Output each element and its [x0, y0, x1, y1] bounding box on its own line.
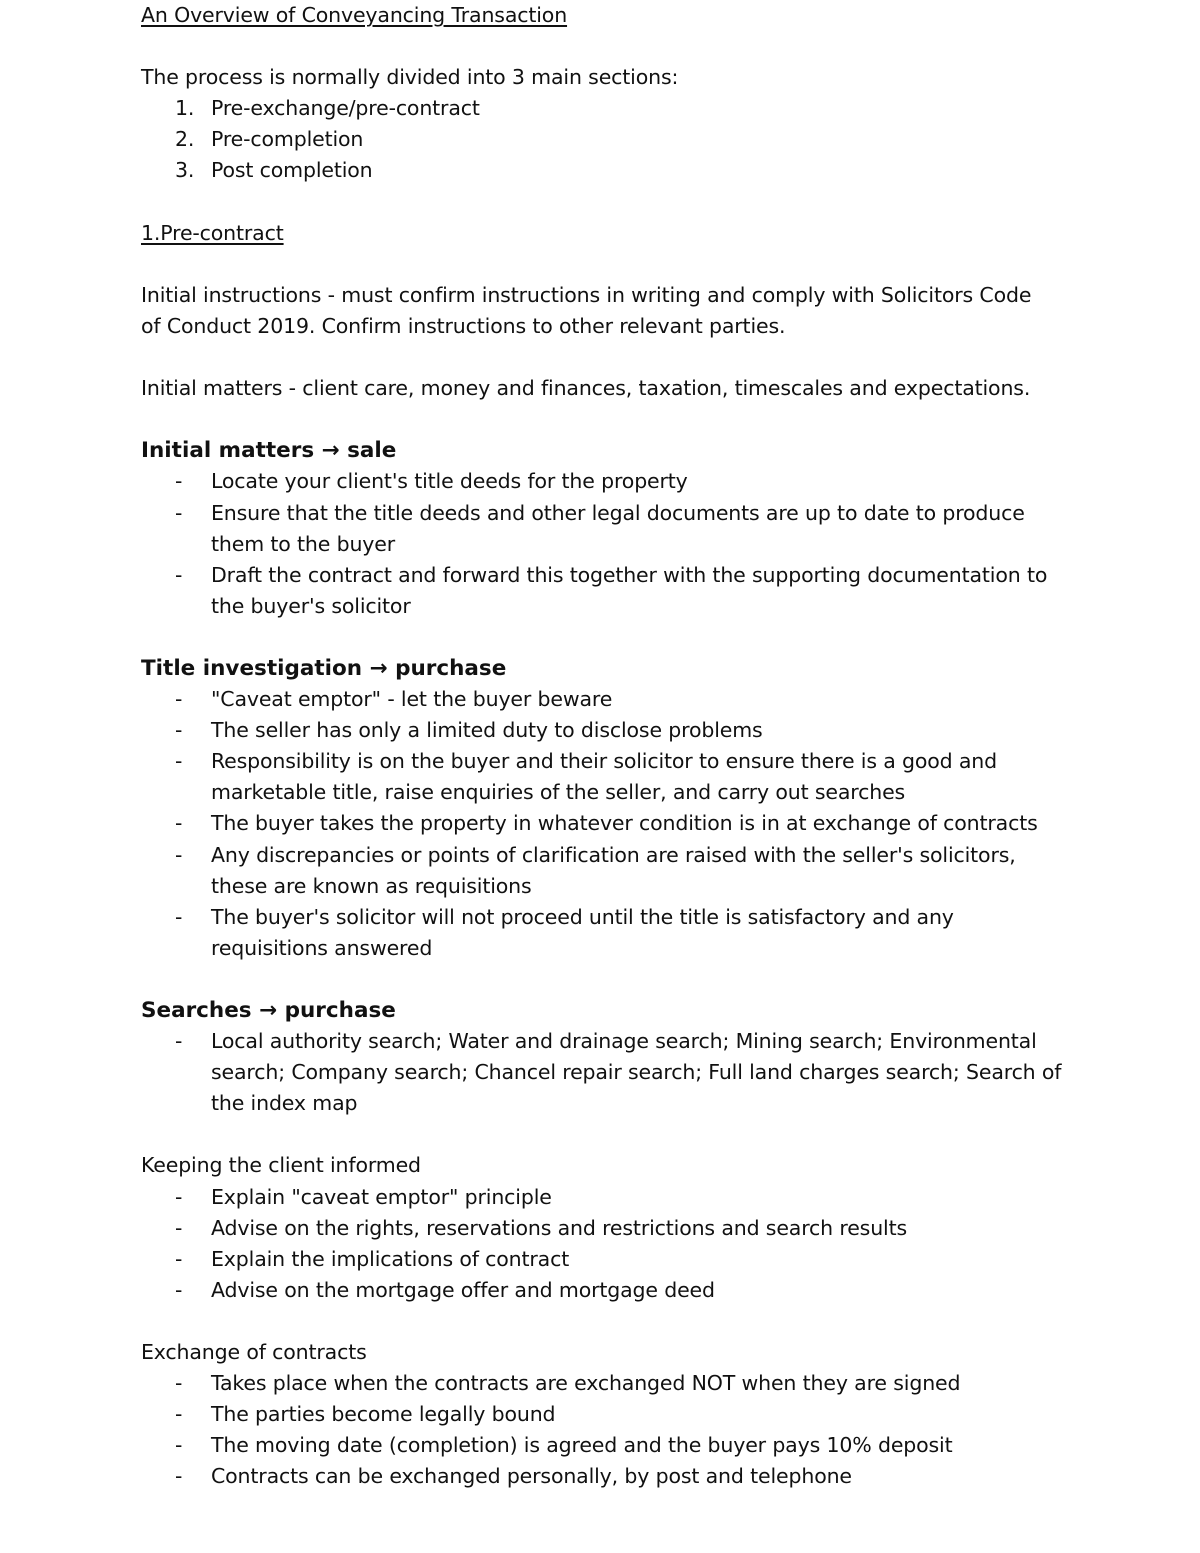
list-item-text: Local authority search; Water and drainage search; Mining search; Environmental search; Company search; Chancel repair search; Full land charges search; Search of the index map	[211, 1029, 1062, 1116]
bullet-dash: -	[175, 1433, 183, 1458]
list-item	[141, 1430, 1071, 1461]
list-item-text: Advise on the mortgage offer and mortgage deed	[211, 1277, 715, 1302]
list-item	[141, 1275, 1071, 1306]
title-investigation-heading: Title investigation → purchase	[141, 655, 507, 681]
list-item-text: Any discrepancies or points of clarification are raised with the seller's solicitors, these are known as requisitions	[211, 842, 1016, 898]
list-item	[141, 124, 1071, 155]
searches-heading: Searches → purchase	[141, 998, 396, 1023]
list-item	[141, 684, 1071, 715]
list-item	[141, 1213, 1071, 1244]
list-item	[141, 1244, 1071, 1275]
bullet-dash: -	[175, 562, 183, 587]
list-item	[141, 93, 1071, 124]
intro-text: The process is normally divided into 3 main sections:	[141, 65, 679, 90]
spacer	[141, 342, 1071, 373]
list-item	[141, 155, 1071, 186]
spacer	[141, 1119, 1071, 1150]
spacer	[141, 187, 1071, 218]
list-item-text: Advise on the rights, reservations and restrictions and search results	[211, 1215, 907, 1240]
exchange-list	[141, 1368, 1071, 1492]
list-number: 1.	[175, 96, 195, 121]
spacer	[141, 249, 1071, 280]
client-informed-list	[141, 1182, 1071, 1306]
pre-contract-heading: 1.Pre-contract	[141, 220, 284, 245]
list-item-text: Locate your client's title deeds for the property	[211, 469, 688, 494]
list-item-text: Post completion	[211, 158, 373, 183]
list-item	[141, 560, 1071, 622]
list-item	[141, 1461, 1071, 1492]
initial-matters-text: Initial matters - client care, money and finances, taxation, timescales and expectations.	[141, 376, 1031, 401]
list-item-text: Explain the implications of contract	[211, 1246, 570, 1271]
document-title: An Overview of Conveyancing Transaction	[141, 3, 568, 27]
client-informed-heading: Keeping the client informed	[141, 1153, 421, 1178]
list-item	[141, 1182, 1071, 1213]
bullet-dash: -	[175, 904, 183, 929]
spacer	[141, 404, 1071, 435]
bullet-dash: -	[175, 749, 183, 774]
list-item-text: Draft the contract and forward this together with the supporting documentation to the buyer's solicitor	[211, 562, 1048, 618]
exchange-heading: Exchange of contracts	[141, 1340, 367, 1365]
list-item-text: "Caveat emptor" - let the buyer beware	[211, 687, 613, 712]
list-item-text: Pre-completion	[211, 127, 364, 152]
bullet-dash: -	[175, 811, 183, 836]
list-item	[141, 746, 1071, 808]
list-item-text: Ensure that the title deeds and other legal documents are up to date to produce them to the buyer	[211, 500, 1025, 556]
bullet-dash: -	[175, 500, 183, 525]
list-item-text: The buyer takes the property in whatever condition is in at exchange of contracts	[211, 811, 1038, 836]
bullet-dash: -	[175, 1184, 183, 1209]
bullet-dash: -	[175, 1246, 183, 1271]
spacer	[141, 964, 1071, 995]
bullet-dash: -	[175, 1464, 183, 1489]
list-item-text: The buyer's solicitor will not proceed until the title is satisfactory and any requisitions answered	[211, 904, 954, 960]
initial-instructions-line-1: Initial instructions - must confirm instructions in writing and comply with Solicitors Code	[141, 282, 1032, 307]
list-item-text: The seller has only a limited duty to disclose problems	[211, 718, 763, 743]
list-item	[141, 1399, 1071, 1430]
searches-list	[141, 1026, 1071, 1119]
list-item	[141, 466, 1071, 497]
list-item	[141, 498, 1071, 560]
bullet-dash: -	[175, 842, 183, 867]
document-page	[141, 0, 1071, 1493]
list-item	[141, 902, 1071, 964]
spacer	[141, 31, 1071, 62]
list-item	[141, 1368, 1071, 1399]
title-investigation-list	[141, 684, 1071, 964]
bullet-dash: -	[175, 1029, 183, 1054]
list-item	[141, 840, 1071, 902]
bullet-dash: -	[175, 1277, 183, 1302]
spacer	[141, 622, 1071, 653]
bullet-dash: -	[175, 1215, 183, 1240]
list-item-text: The parties become legally bound	[211, 1402, 556, 1427]
sale-heading: Initial matters → sale	[141, 438, 397, 464]
initial-instructions-line-2: of Conduct 2019. Confirm instructions to other relevant parties.	[141, 313, 786, 338]
list-item-text: Responsibility is on the buyer and their solicitor to ensure there is a good and marketable title, raise enquiries of the seller, and carry out searches	[211, 749, 997, 805]
sections-list	[141, 93, 1071, 186]
bullet-dash: -	[175, 1402, 183, 1427]
bullet-dash: -	[175, 687, 183, 712]
spacer	[141, 1306, 1071, 1337]
list-number: 3.	[175, 158, 195, 183]
bullet-dash: -	[175, 469, 183, 494]
list-item	[141, 808, 1071, 839]
list-item	[141, 715, 1071, 746]
list-item-text: Takes place when the contracts are exchanged NOT when they are signed	[211, 1371, 961, 1396]
list-item	[141, 1026, 1071, 1119]
list-item-text: Contracts can be exchanged personally, by post and telephone	[211, 1464, 852, 1489]
list-number: 2.	[175, 127, 195, 152]
bullet-dash: -	[175, 718, 183, 743]
bullet-dash: -	[175, 1371, 183, 1396]
list-item-text: Explain "caveat emptor" principle	[211, 1184, 552, 1209]
list-item-text: The moving date (completion) is agreed and the buyer pays 10% deposit	[211, 1433, 953, 1458]
sale-list	[141, 466, 1071, 621]
list-item-text: Pre-exchange/pre-contract	[211, 96, 480, 121]
